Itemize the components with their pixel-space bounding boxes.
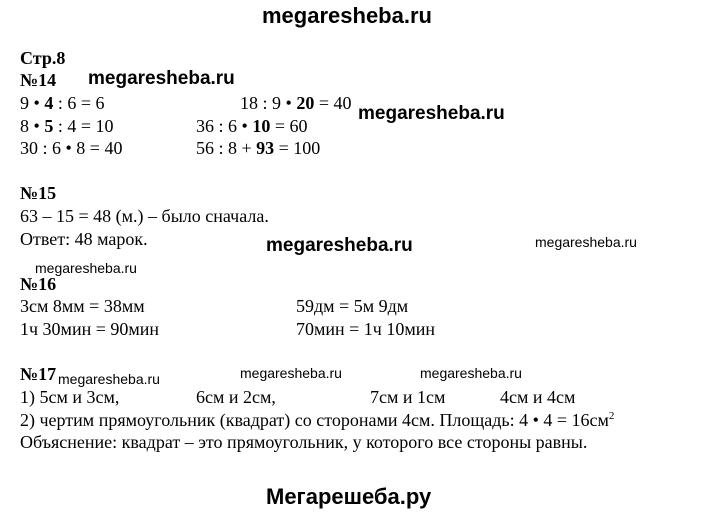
- task15-solution: 63 – 15 = 48 (м.) – было сначала.: [20, 206, 269, 226]
- task15-number: №15: [20, 183, 57, 203]
- task17-option-2: 6см и 2см,: [196, 387, 276, 407]
- task14-number: №14: [20, 70, 57, 90]
- watermark-4: megaresheba.ru: [535, 234, 637, 250]
- watermark-8: megaresheba.ru: [420, 365, 522, 381]
- task17-option-4: 4см и 4см: [500, 387, 576, 407]
- task14-eq-1-1: 9 • 4 : 6 = 6: [20, 93, 105, 113]
- task17-line1-prefix: 1) 5см и 3см,: [20, 387, 120, 407]
- task17-number: №17: [20, 364, 57, 384]
- task14-eq-1-2: 18 : 9 • 20 = 40: [240, 93, 352, 113]
- watermark-header: megaresheba.ru: [262, 3, 432, 28]
- task16-eq-1-2: 59дм = 5м 9дм: [296, 296, 409, 316]
- task14-eq-3-2: 56 : 8 + 93 = 100: [196, 138, 321, 158]
- task17-explanation: Объяснение: квадрат – это прямоугольник, у которого все стороны равны.: [20, 432, 588, 452]
- watermark-footer: Мегарешеба.ру: [266, 484, 432, 509]
- task17-line2: 2) чертим прямоугольник (квадрат) со сторонами 4см. Площадь: 4 • $4 = 16см^2$: [20, 410, 615, 430]
- task15-answer: Ответ: 48 марок.: [20, 229, 148, 249]
- task14-eq-2-1: 8 • 5 : 4 = 10: [20, 116, 114, 136]
- task14-eq-3-1: 30 : 6 • 8 = 40: [20, 138, 123, 158]
- task16-eq-1-1: 3см 8мм = 38мм: [20, 296, 145, 316]
- task16-eq-2-1: 1ч 30мин = 90мин: [20, 319, 160, 339]
- task16-eq-2-2: 70мин = 1ч 10мин: [296, 319, 436, 339]
- watermark-1: megaresheba.ru: [88, 68, 235, 89]
- watermark-6: megaresheba.ru: [58, 371, 160, 387]
- page-label: Стр.8: [20, 48, 66, 68]
- task16-number: №16: [20, 274, 57, 294]
- watermark-2: megaresheba.ru: [358, 103, 505, 124]
- watermark-7: megaresheba.ru: [240, 365, 342, 381]
- superscript-2: 2: [608, 410, 615, 422]
- watermark-3: megaresheba.ru: [266, 235, 413, 256]
- task17-option-3: 7см и 1см: [370, 387, 446, 407]
- watermark-5: megaresheba.ru: [35, 260, 137, 276]
- task14-eq-2-2: 36 : 6 • 10 = 60: [196, 116, 308, 136]
